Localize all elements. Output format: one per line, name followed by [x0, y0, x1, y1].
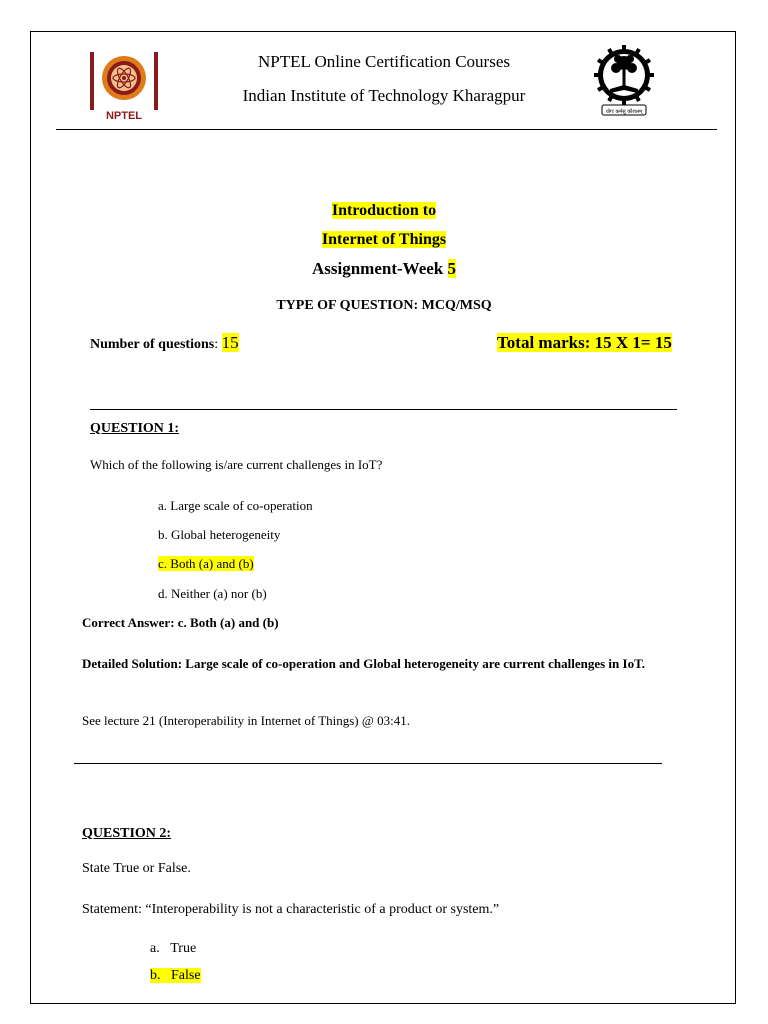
nptel-logo-text: NPTEL	[105, 110, 143, 122]
q1-lecture-reference: See lecture 21 (Interoperability in Internet of Things) @ 03:41.	[82, 713, 410, 728]
nptel-logo-icon	[88, 50, 160, 122]
header-line-2: Indian Institute of Technology Kharagpur	[242, 86, 526, 105]
header-rule	[56, 129, 717, 130]
q1-option-c: c. Both (a) and (b)	[158, 556, 254, 571]
section-rule-1	[90, 409, 677, 410]
q1-option-b: b. Global heterogeneity	[158, 527, 281, 542]
total-marks: Total marks: 15 X 1= 15	[497, 333, 672, 352]
iit-seal-motto: योगः कर्मसु कौशलम्	[605, 109, 643, 115]
question-1-heading: QUESTION 1:	[90, 421, 180, 436]
iit-kharagpur-seal-icon	[592, 43, 656, 119]
header-line-1: NPTEL Online Certification Courses	[258, 52, 510, 71]
page-border	[30, 31, 736, 1004]
question-2-statement: Statement: “Interoperability is not a characteristic of a product or system.”	[82, 902, 500, 917]
course-title-line-1: Introduction to	[331, 202, 437, 219]
q1-option-d: d. Neither (a) nor (b)	[158, 586, 267, 601]
q1-option-a: a. Large scale of co-operation	[158, 498, 313, 513]
q2-option-b: b. False	[150, 968, 201, 983]
section-rule-2	[74, 763, 662, 764]
question-2-text: State True or False.	[82, 861, 191, 876]
assignment-week-title: Assignment-Week 5	[311, 259, 457, 278]
type-of-question: TYPE OF QUESTION: MCQ/MSQ	[276, 298, 492, 313]
course-title-line-2: Internet of Things	[321, 231, 447, 248]
number-of-questions: Number of questions: 15	[90, 333, 239, 352]
question-1-text: Which of the following is/are current challenges in IoT?	[90, 457, 383, 472]
q1-detailed-solution: Detailed Solution: Large scale of co-operation and Global heterogeneity are current challenges in IoT.	[82, 656, 646, 671]
q1-correct-answer: Correct Answer: c. Both (a) and (b)	[82, 615, 279, 630]
question-2-heading: QUESTION 2:	[82, 826, 172, 841]
q2-option-a: a. True	[150, 941, 197, 956]
